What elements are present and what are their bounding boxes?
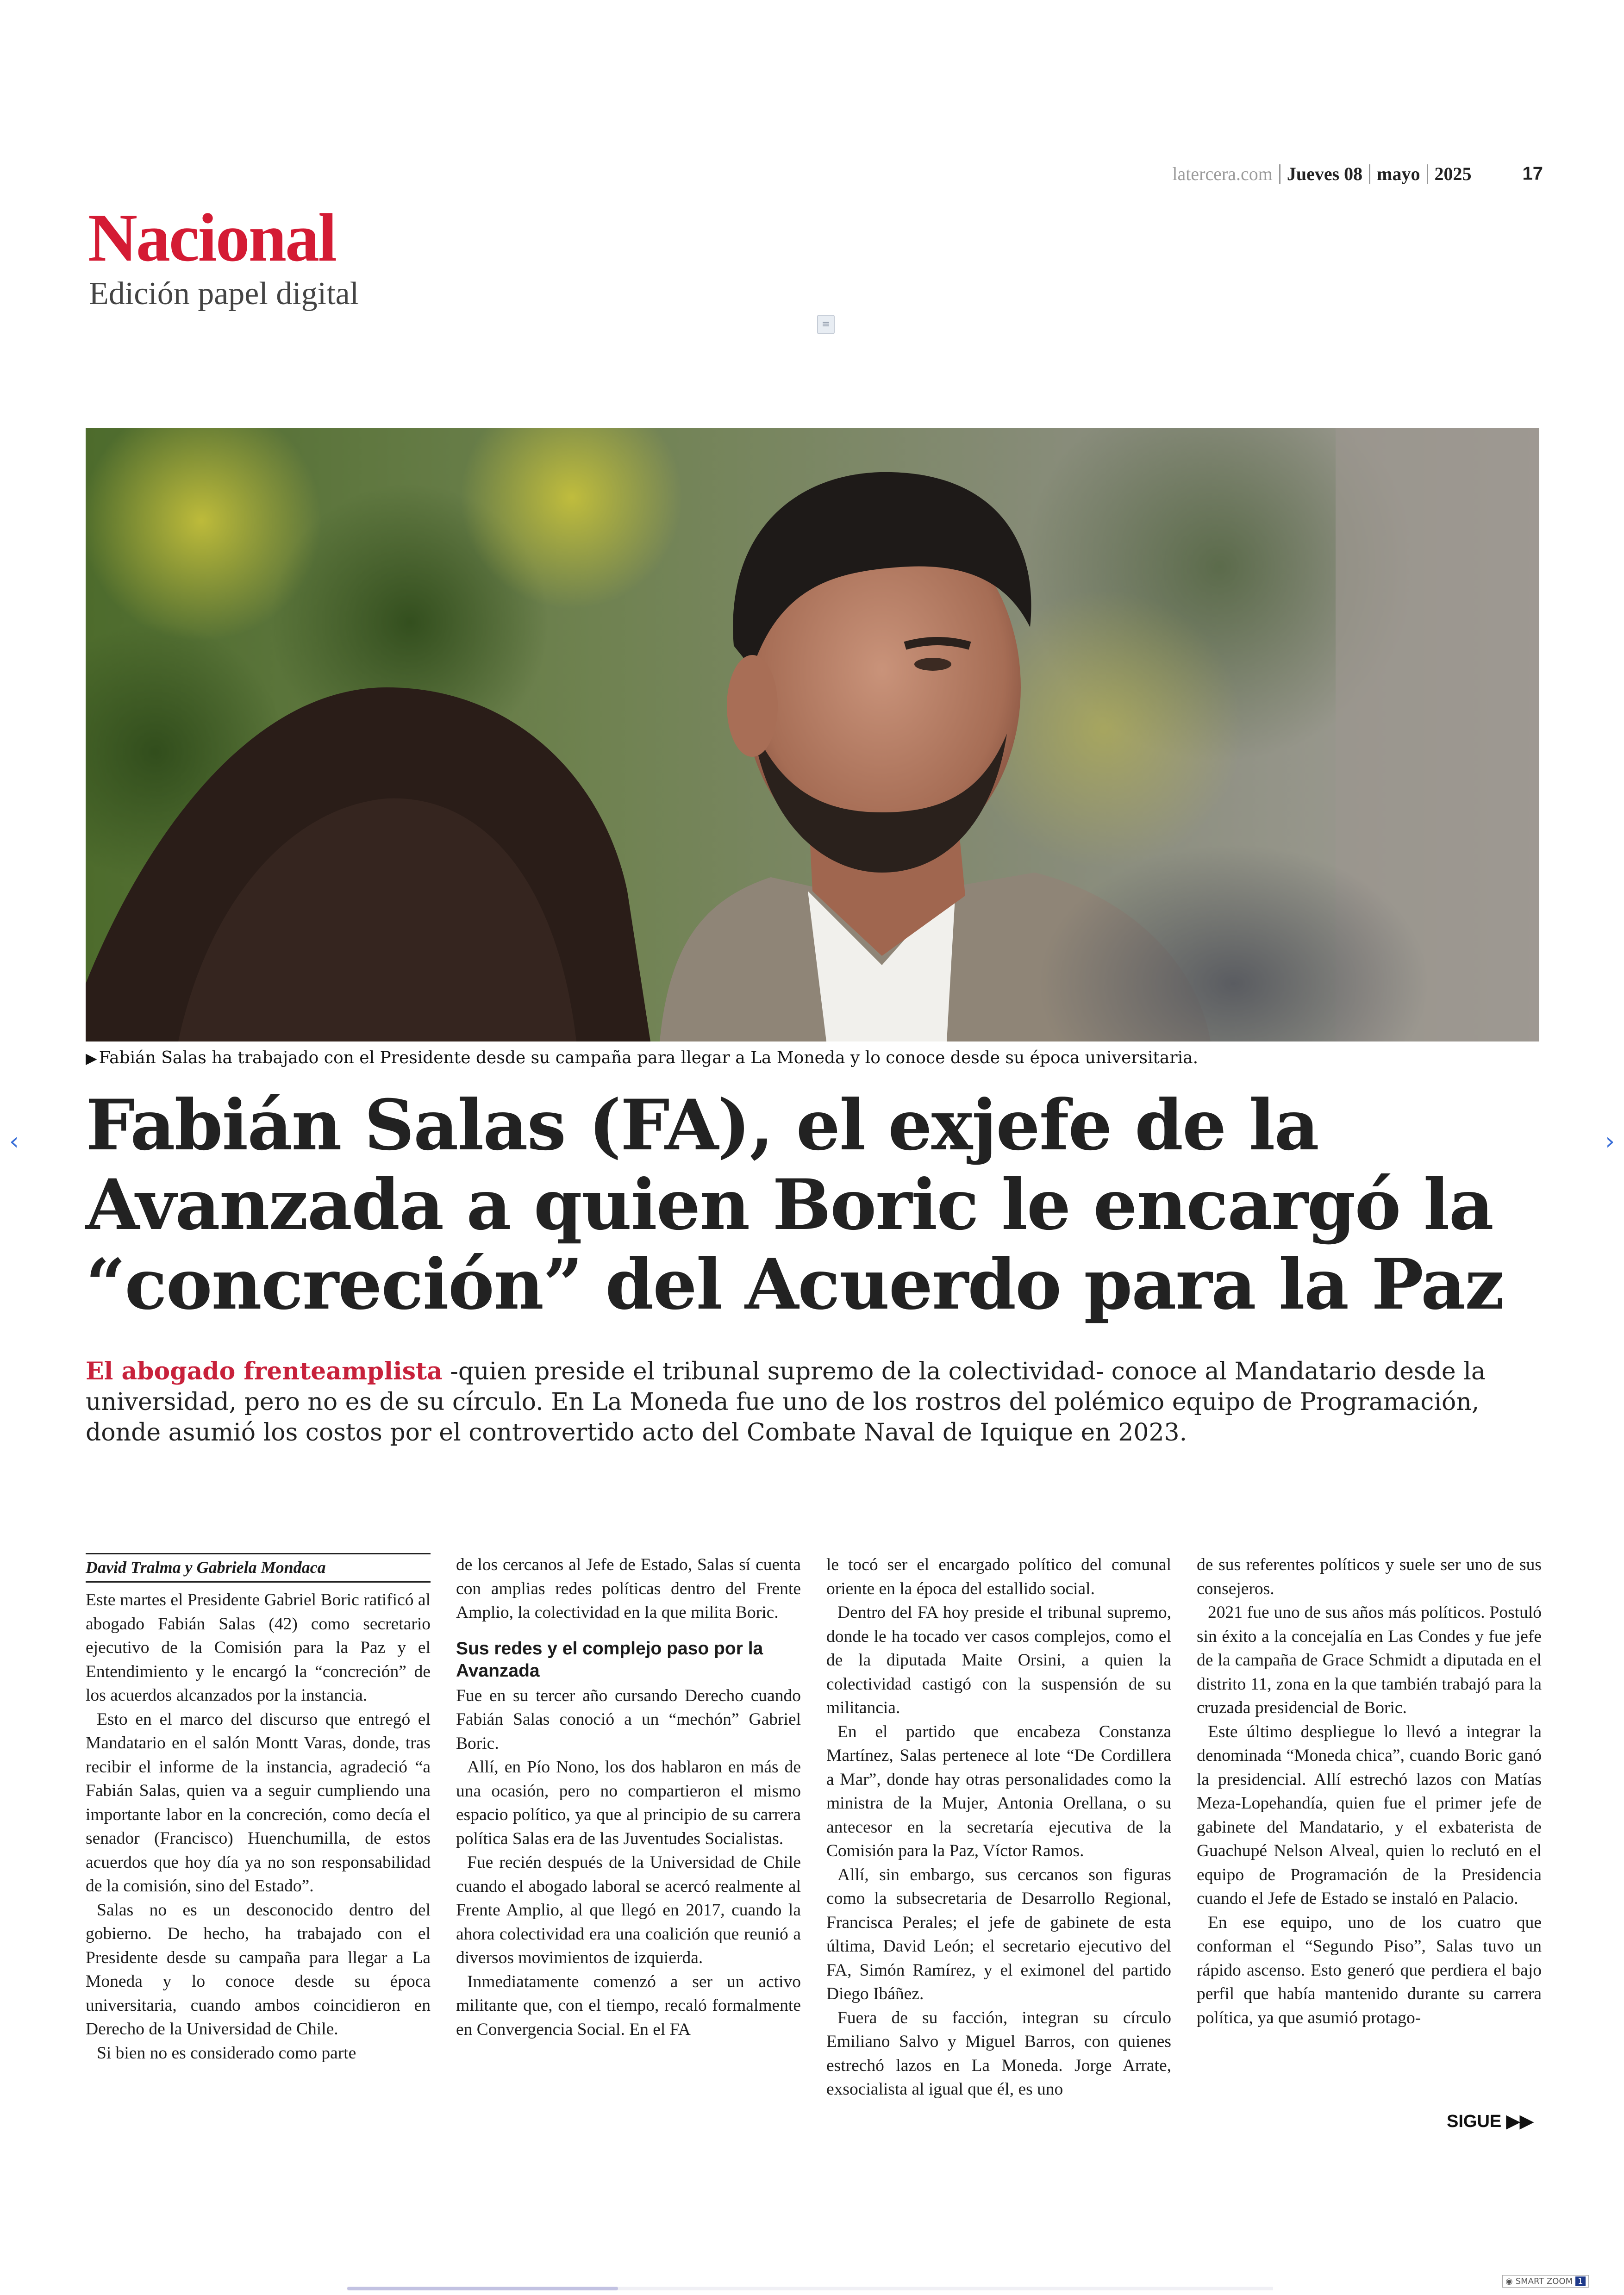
divider — [1369, 164, 1370, 184]
column-4 — [1197, 1553, 1542, 2030]
column-2 — [456, 1553, 801, 2041]
paragraph: Fue recién después de la Universidad de Chile cuando el abogado laboral se acercó realmente al Frente Amplio, al que llegó en 2017, cuando la ahora colectividad era una coalición que reunió a diversos movimientos de izquierda. — [456, 1853, 801, 1967]
paragraph: Este martes el Presidente Gabriel Boric ratificó al abogado Fabián Salas (42) como secretario ejecutivo de la Comisión para la Paz y el Entendimiento y le encargó la “concreción” de los acuerdos alcanzados por la instancia. — [86, 1590, 431, 1705]
scrollbar-thumb[interactable] — [347, 2287, 618, 2290]
date-year: 2025 — [1434, 163, 1472, 184]
article-body — [86, 1553, 1544, 2132]
column-1 — [86, 1553, 431, 2065]
photo-illustration — [86, 428, 1539, 1041]
caption-text: Fabián Salas ha trabajado con el Presidente desde su campaña para llegar a La Moneda y lo conoce desde su época universitaria. — [99, 1048, 1199, 1067]
header-meta — [1172, 163, 1543, 185]
paragraph: Si bien no es considerado como parte — [97, 2043, 356, 2063]
paragraph: En el partido que encabeza Constanza Martínez, Salas pertenece al lote “De Cordillera a Mar”, donde hay otras personalidades como la ministra de la Mujer, Antonia Orellana, o su antecesor en la secretaría ejecutiva de la Comisión para la Paz, Víctor Ramos. — [826, 1722, 1171, 1860]
page-number: 17 — [1522, 163, 1543, 184]
date-day: Jueves 08 — [1287, 163, 1363, 184]
site-name[interactable]: latercera.com — [1172, 163, 1273, 184]
continue-link[interactable]: SIGUE ▶▶ — [1447, 2112, 1534, 2131]
paragraph: En ese equipo, uno de los cuatro que conforman el “Segundo Piso”, Salas tuvo un rápido ascenso. Esto generó que perdiera el bajo perfil que había mantenido durante su carrera política, ya que asumió protago- — [1197, 1913, 1542, 2027]
dek-lead: El abogado frenteamplista — [86, 1357, 443, 1385]
paragraph: de sus referentes políticos y suele ser uno de sus consejeros. — [1197, 1555, 1542, 1598]
subheading: Sus redes y el complejo paso por la Avanzada — [456, 1638, 763, 1681]
eye-icon: ◉ — [1505, 2276, 1513, 2286]
paragraph: Salas no es un desconocido dentro del gobierno. De hecho, ha trabajado con el Presidente desde su campaña para llegar a La Moneda y lo conoce desde su época universitaria, cuando ambos coincidieron en Derecho de la Universidad de Chile. — [86, 1900, 431, 2039]
paragraph: 2021 fue uno de sus años más políticos. Postuló sin éxito a la concejalía en Las Condes y fue jefe de la campaña de Grace Schmidt a diputada en el distrito 11, zona en la que también trabajó para la cruzada presidencial de Boric. — [1197, 1603, 1542, 1717]
chevron-right-icon[interactable]: › — [1605, 1128, 1615, 1155]
column-3 — [826, 1553, 1171, 2102]
chevron-left-icon[interactable]: ‹ — [9, 1128, 19, 1155]
paragraph: Dentro del FA hoy preside el tribunal supremo, donde le ha tocado ver casos complejos, como el de la diputada Maite Orsini, a quien la colectividad castigó con la suspensión de su militancia. — [826, 1603, 1171, 1717]
smart-zoom-button[interactable] — [1502, 2275, 1589, 2288]
paragraph: de los cercanos al Jefe de Estado, Salas sí cuenta con amplias redes políticas dentro del Frente Amplio, la colectividad en la que milita Boric. — [456, 1555, 801, 1622]
caption-arrow-icon: ▶ — [86, 1049, 97, 1067]
paragraph: Este último despliegue lo llevó a integrar la denominada “Moneda chica”, cuando Boric ganó la presidencial. Allí estrechó lazos con Matías Meza-Lopehandía, quien fue el primer jefe de gabinete del Mandatario, y el exbaterista de Guachupé Nelson Alveal, quien lo reclutó en el equipo de Programación de la Presidencia cuando el Jefe de Estado se instaló en Palacio. — [1197, 1722, 1542, 1908]
headline-line: Fabián Salas (FA), el exjefe de la — [86, 1085, 1318, 1166]
dek-text: -quien preside el tribunal supremo de la colectividad- conoce al Mandatario desde la universidad, pero no es de su círculo. En La Moneda fue uno de los rostros del polémico equipo de Programación, donde asumió los costos por el controvertido acto del Combate Naval de Iquique en 2023. — [86, 1358, 1486, 1447]
headline-line: “concreción” del Acuerdo para la Paz — [86, 1244, 1504, 1325]
edition-label: Edición papel digital — [89, 276, 359, 312]
note-icon[interactable]: ≡ — [817, 315, 835, 334]
smart-zoom-page: 1 — [1575, 2276, 1585, 2286]
paragraph: Fuera de su facción, integran su círculo Emiliano Salvo y Miguel Barros, con quienes estrechó lazos en La Moneda. Jorge Arrate, exsocialista al igual que él, es uno — [826, 2008, 1171, 2099]
headline — [86, 1085, 1558, 1324]
divider — [1427, 164, 1428, 184]
paragraph: le tocó ser el encargado político del comunal oriente en la época del estallido social. — [826, 1555, 1171, 1598]
headline-line: Avanzada a quien Boric le encargó la — [86, 1164, 1493, 1246]
smart-zoom-label: SMART ZOOM — [1515, 2276, 1573, 2286]
photo-caption — [86, 1048, 1539, 1067]
divider — [1279, 164, 1280, 184]
paragraph: Allí, en Pío Nono, los dos hablaron en más de una ocasión, pero no compartieron el mismo espacio político, ya que al principio de su carrera política Salas era de las Juventudes Socialistas. — [456, 1758, 801, 1848]
paragraph: Inmediatamente comenzó a ser un activo militante que, con el tiempo, recaló formalmente en Convergencia Social. En el FA — [456, 1972, 801, 2039]
paragraph: Allí, sin embargo, sus cercanos son figuras como la subsecretaria de Desarrollo Regional, Francisca Perales; el jefe de gabinete de esta última, David León; el secretario ejecutivo del FA, Simón Ramírez, y el eximonel del partido Diego Ibáñez. — [826, 1865, 1171, 2003]
paragraph: Esto en el marco del discurso que entregó el Mandatario en el salón Montt Varas, donde, tras recibir el informe de la instancia, agradeció “a Fabián Salas, quien va a seguir cumpliendo una importante labor en la concreción, como decía el senador (Francisco) Huenchumilla, de estos acuerdos que hoy día ya no son responsabilidad de la comisión, sino del Estado”. — [86, 1709, 431, 1896]
article-photo — [86, 428, 1539, 1041]
dek — [86, 1356, 1521, 1448]
date-month: mayo — [1377, 163, 1420, 184]
section-title: Nacional — [88, 200, 336, 276]
byline: David Tralma y Gabriela Mondaca — [86, 1553, 431, 1583]
paragraph: Fue en su tercer año cursando Derecho cuando Fabián Salas conoció a un “mechón” Gabriel Boric. — [456, 1686, 801, 1753]
